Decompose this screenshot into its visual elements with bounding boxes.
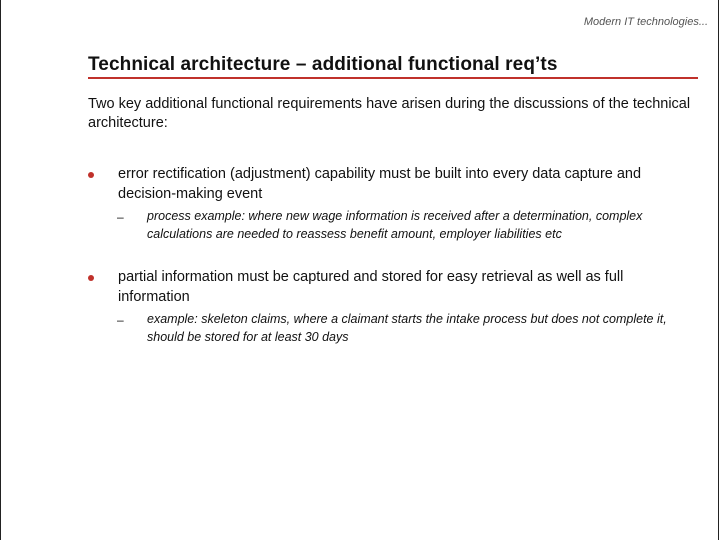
- sub-text-2: example: skeleton claims, where a claimant starts the intake process but does not complete it, should be stored for at least 30 days: [147, 312, 667, 344]
- slide-title: Technical architecture – additional functional req’ts: [88, 54, 558, 75]
- bullet-text-1: error rectification (adjustment) capability must be built into every data capture and decision-making event: [118, 166, 642, 202]
- title-underline: [88, 77, 698, 79]
- sub-dash-icon: –: [117, 210, 124, 224]
- bullet-text-2: partial information must be captured and stored for easy retrieval as well as full information: [118, 269, 624, 305]
- sub-text-1: process example: where new wage information is received after a determination, complex calculations are needed to reassess benefit amount, employer liabilities etc: [147, 209, 643, 241]
- bullet-dot-icon: [88, 275, 94, 281]
- header-context: Modern IT technologies...: [583, 16, 708, 28]
- bullet-dot-icon: [88, 172, 94, 178]
- sub-dash-icon: –: [117, 313, 124, 327]
- intro-text: Two key additional functional requirements have arisen during the discussions of the technical architecture:: [88, 96, 691, 131]
